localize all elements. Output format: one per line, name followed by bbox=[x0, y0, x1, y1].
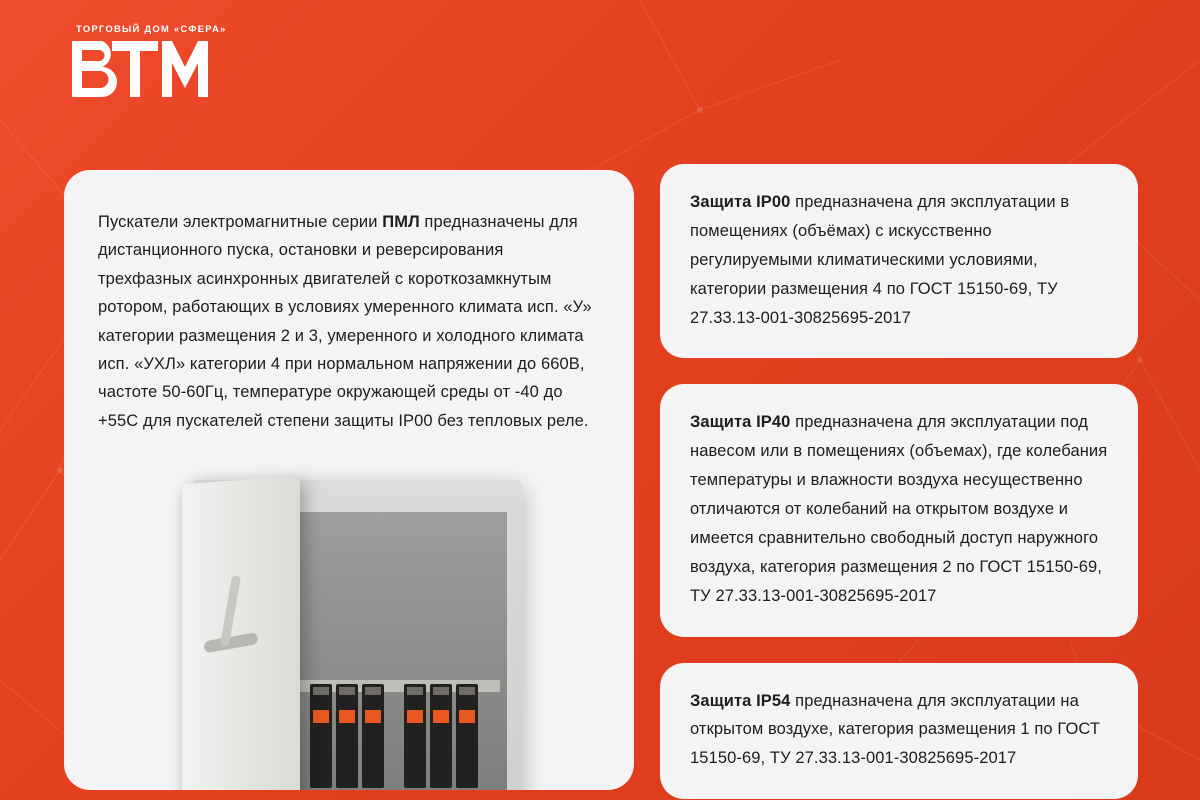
ip-card-text: предназначена для эксплуатации в помещениях (объёмах) с искусственно регулируемыми климатическими условиями, категории размещения 4 по ГОСТ 15150-69, ТУ 27.33.13-001-30825695-2017 bbox=[690, 193, 1070, 327]
brand-wordmark-icon bbox=[70, 37, 294, 104]
intro-card bbox=[64, 170, 634, 790]
brand-tagline: ТОРГОВЫЙ ДОМ «СФЕРА» bbox=[76, 24, 227, 35]
brand-logo bbox=[64, 24, 294, 114]
breaker-unit bbox=[362, 684, 384, 788]
breaker-unit bbox=[336, 684, 358, 788]
ip-card-40 bbox=[660, 384, 1138, 636]
ip-card-text: предназначена для эксплуатации на открытом воздухе, категория размещения 1 по ГОСТ 15150-69, ТУ 27.33.13-001-30825695-2017 bbox=[690, 691, 1101, 768]
cabinet-interior bbox=[292, 512, 507, 790]
intro-lead: Пускатели электромагнитные серии bbox=[98, 213, 383, 231]
cabinet-body bbox=[192, 480, 522, 790]
ip-cards-column bbox=[660, 164, 1138, 800]
ip-card-title: Защита IP54 bbox=[690, 691, 791, 710]
ip-card-text: предназначена для эксплуатации под навесом или в помещениях (объемах), где колебания температуры и влажности воздуха несущественно отличаются от колебаний на открытом воздухе и имеется сравнительно свободный доступ наружного воздуха, категория размещения 2 по ГОСТ 15150-69, ТУ 27.33.13-001-30825695-2017 bbox=[690, 413, 1108, 605]
ip-card-title: Защита IP40 bbox=[690, 413, 791, 432]
breaker-unit bbox=[430, 684, 452, 788]
product-photo bbox=[134, 470, 604, 790]
series-name: ПМЛ bbox=[382, 213, 420, 231]
breaker-unit bbox=[456, 684, 478, 788]
breaker-unit bbox=[404, 684, 426, 788]
ip-card-00 bbox=[660, 164, 1138, 358]
ip-card-54 bbox=[660, 663, 1138, 800]
breaker-unit bbox=[310, 684, 332, 788]
door-handle bbox=[204, 632, 259, 653]
intro-rest: предназначены для дистанционного пуска, остановки и реверсирования трехфазных асинхронных двигателей с короткозамкнутым ротором, работающих в условиях умеренного климата исп. «У» категории размещения 2 и 3, умеренного и холодного климата исп. «УХЛ» категории 4 при нормальном напряжении до 660В, частоте 50-60Гц, температуре окружающей среды от -40 до +55С для пускателей степени защиты IP00 без тепловых реле. bbox=[98, 213, 592, 430]
ip-card-title: Защита IP00 bbox=[690, 193, 791, 211]
cabinet-door bbox=[182, 476, 300, 790]
intro-paragraph bbox=[64, 170, 634, 435]
